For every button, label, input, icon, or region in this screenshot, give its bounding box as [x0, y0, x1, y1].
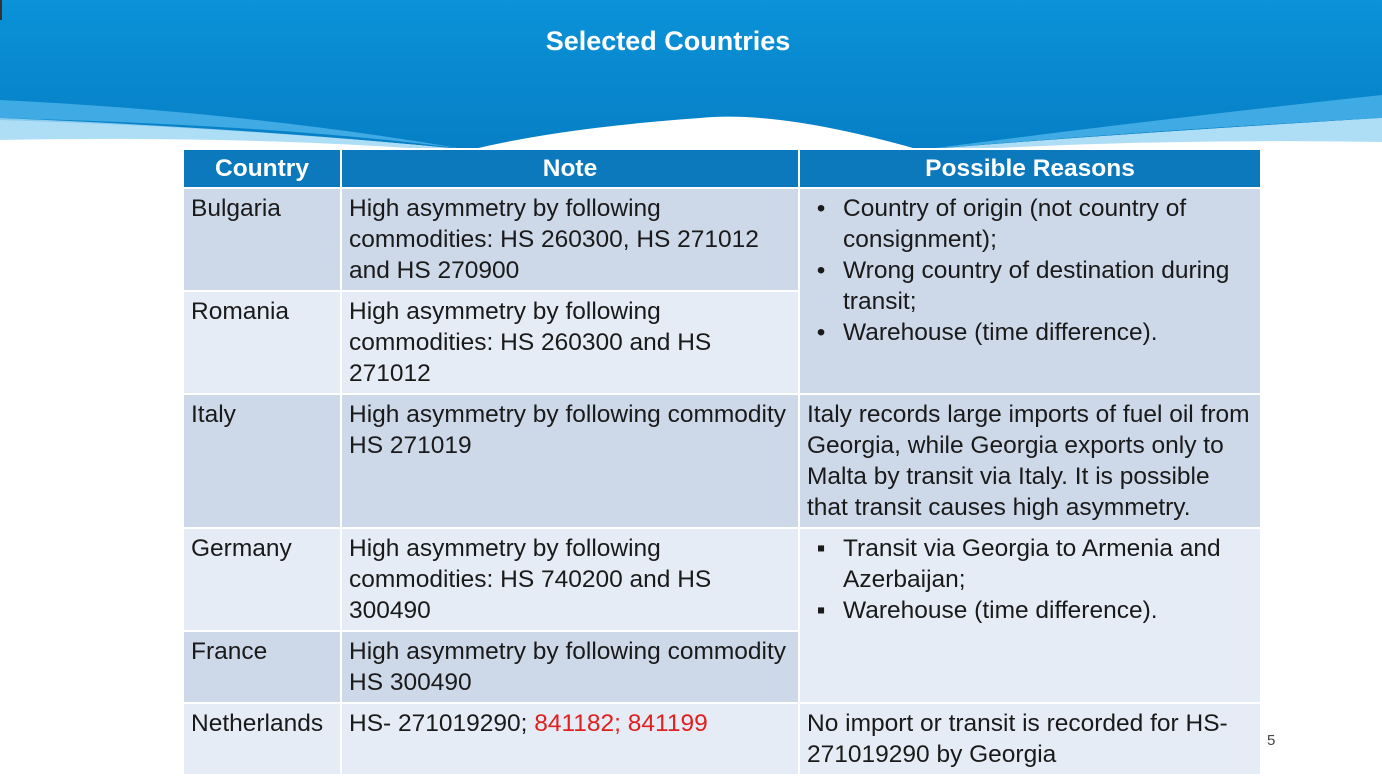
- table-header-row: [183, 149, 1261, 188]
- reasons-cell: No import or transit is recorded for HS-271019290 by Georgia: [799, 703, 1261, 775]
- list-item: [807, 533, 1254, 595]
- reason-text: Country of origin (not country of consignment);: [843, 195, 1187, 253]
- note-cell: High asymmetry by following commodities: HS 260300, HS 271012 and HS 270900: [341, 188, 799, 291]
- bullet-icon: •: [816, 195, 826, 222]
- country-cell: France: [183, 631, 341, 703]
- reasons-cell: [799, 188, 1261, 394]
- note-cell: [341, 703, 799, 775]
- country-cell: Romania: [183, 291, 341, 394]
- reasons-cell: Italy records large imports of fuel oil from Georgia, while Georgia exports only to Malta by transit via Italy. It is possible that transit causes high asymmetry.: [799, 394, 1261, 528]
- header-banner: [0, 0, 1382, 160]
- note-highlight: 841182; 841199: [534, 710, 708, 737]
- table-row: [183, 188, 1261, 291]
- country-cell: Germany: [183, 528, 341, 631]
- square-bullet-icon: ▪: [816, 597, 826, 624]
- header-note: Note: [341, 149, 799, 188]
- list-item: [807, 595, 1254, 626]
- country-cell: Netherlands: [183, 703, 341, 775]
- note-cell: High asymmetry by following commodities: HS 740200 and HS 300490: [341, 528, 799, 631]
- reason-text: Wrong country of destination during transit;: [843, 257, 1230, 315]
- countries-table: [182, 148, 1262, 776]
- table-row: [183, 528, 1261, 631]
- note-cell: High asymmetry by following commodities: HS 260300 and HS 271012: [341, 291, 799, 394]
- country-cell: Italy: [183, 394, 341, 528]
- reason-text: Transit via Georgia to Armenia and Azerbaijan;: [843, 535, 1221, 593]
- reason-text: Warehouse (time difference).: [843, 319, 1158, 346]
- reasons-list: [807, 533, 1254, 626]
- reason-text: Warehouse (time difference).: [843, 597, 1158, 624]
- list-item: [807, 255, 1254, 317]
- page-number: 5: [1267, 732, 1276, 749]
- reasons-cell: [799, 528, 1261, 703]
- table-row: [183, 394, 1261, 528]
- edge-mark: [0, 0, 2, 20]
- square-bullet-icon: ▪: [816, 535, 826, 562]
- header-possible-reasons: Possible Reasons: [799, 149, 1261, 188]
- list-item: [807, 193, 1254, 255]
- note-cell: High asymmetry by following commodity HS 300490: [341, 631, 799, 703]
- note-text: HS- 271019290;: [349, 710, 535, 737]
- reasons-list: [807, 193, 1254, 348]
- bullet-icon: •: [816, 257, 826, 284]
- country-cell: Bulgaria: [183, 188, 341, 291]
- header-country: Country: [183, 149, 341, 188]
- list-item: [807, 317, 1254, 348]
- note-cell: High asymmetry by following commodity HS 271019: [341, 394, 799, 528]
- bullet-icon: •: [816, 319, 826, 346]
- slide-title: Selected Countries: [545, 26, 791, 56]
- table-row: [183, 703, 1261, 775]
